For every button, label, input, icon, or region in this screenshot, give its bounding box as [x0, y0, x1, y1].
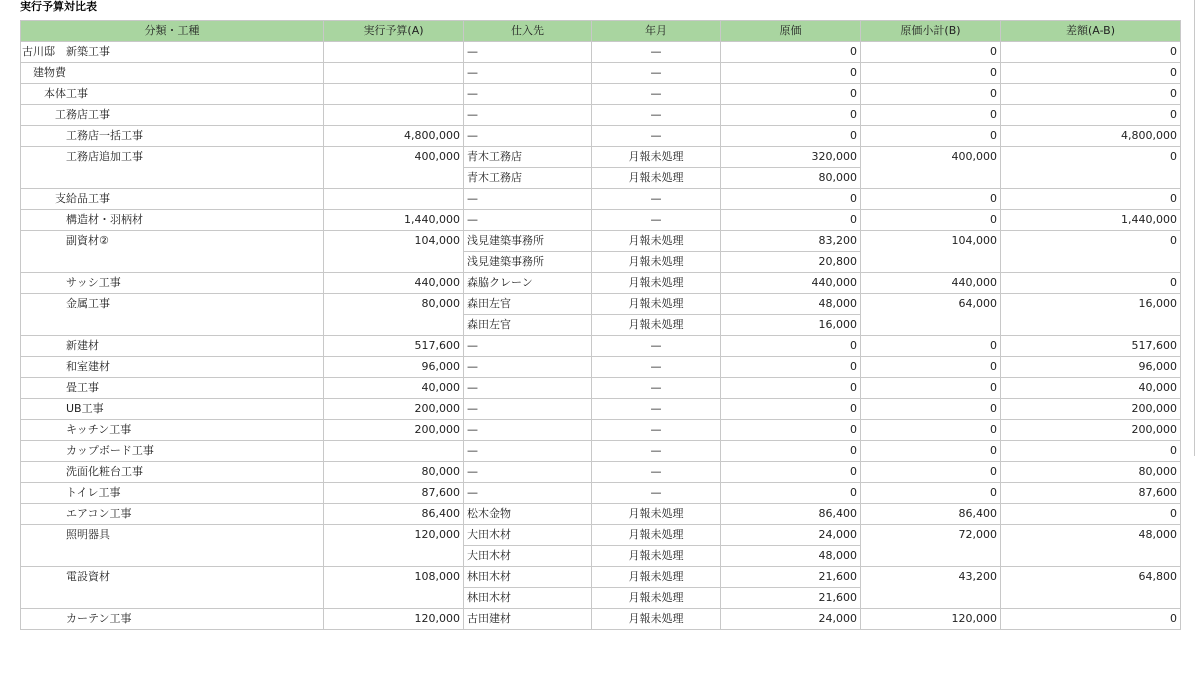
budget-cell: 517,600 — [324, 336, 464, 357]
table-row — [21, 126, 1181, 147]
category-cell: カップボード工事 — [21, 441, 324, 462]
cost-cell: 0 — [721, 42, 861, 63]
category-cell — [21, 546, 324, 567]
table-row — [21, 483, 1181, 504]
category-cell: サッシ工事 — [21, 273, 324, 294]
category-cell: 古川邸 新築工事 — [21, 42, 324, 63]
difference-cell: 200,000 — [1001, 399, 1181, 420]
difference-cell: 0 — [1001, 147, 1181, 168]
frame-border — [1194, 0, 1195, 456]
supplier-cell: — — [464, 378, 592, 399]
category-cell: 工務店追加工事 — [21, 147, 324, 168]
month-cell: — — [592, 399, 721, 420]
supplier-cell: 青木工務店 — [464, 147, 592, 168]
cost-subtotal-cell: 0 — [861, 189, 1001, 210]
table-row — [21, 462, 1181, 483]
supplier-cell: — — [464, 420, 592, 441]
table-row — [21, 84, 1181, 105]
budget-cell: 120,000 — [324, 525, 464, 546]
cost-subtotal-cell: 0 — [861, 126, 1001, 147]
difference-cell: 64,800 — [1001, 567, 1181, 588]
table-row — [21, 42, 1181, 63]
budget-cell — [324, 441, 464, 462]
supplier-cell: — — [464, 42, 592, 63]
category-cell: カーテン工事 — [21, 609, 324, 630]
table-row — [21, 210, 1181, 231]
difference-cell: 0 — [1001, 504, 1181, 525]
difference-cell — [1001, 546, 1181, 567]
category-cell: 構造材・羽柄材 — [21, 210, 324, 231]
budget-cell — [324, 63, 464, 84]
supplier-cell: 森田左官 — [464, 315, 592, 336]
budget-cell: 4,800,000 — [324, 126, 464, 147]
month-cell: — — [592, 189, 721, 210]
supplier-cell: — — [464, 84, 592, 105]
category-cell: 電設資材 — [21, 567, 324, 588]
category-cell: 本体工事 — [21, 84, 324, 105]
budget-cell — [324, 84, 464, 105]
table-row — [21, 231, 1181, 252]
cost-cell: 0 — [721, 420, 861, 441]
table-row — [21, 399, 1181, 420]
difference-cell: 200,000 — [1001, 420, 1181, 441]
budget-cell: 104,000 — [324, 231, 464, 252]
month-cell: 月報未処理 — [592, 168, 721, 189]
budget-cell — [324, 105, 464, 126]
table-row — [21, 441, 1181, 462]
category-cell: 工務店一括工事 — [21, 126, 324, 147]
supplier-cell: 林田木材 — [464, 588, 592, 609]
cost-subtotal-cell: 86,400 — [861, 504, 1001, 525]
difference-cell: 0 — [1001, 441, 1181, 462]
difference-cell: 517,600 — [1001, 336, 1181, 357]
category-cell: エアコン工事 — [21, 504, 324, 525]
month-cell: — — [592, 441, 721, 462]
cost-cell: 0 — [721, 336, 861, 357]
supplier-cell: 大田木材 — [464, 546, 592, 567]
month-cell: — — [592, 462, 721, 483]
month-cell: 月報未処理 — [592, 273, 721, 294]
cost-subtotal-cell: 104,000 — [861, 231, 1001, 252]
difference-cell: 0 — [1001, 609, 1181, 630]
category-cell: 照明器具 — [21, 525, 324, 546]
category-cell: 副資材② — [21, 231, 324, 252]
difference-cell: 0 — [1001, 273, 1181, 294]
cost-subtotal-cell: 64,000 — [861, 294, 1001, 315]
table-row — [21, 294, 1181, 315]
cost-subtotal-cell: 43,200 — [861, 567, 1001, 588]
cost-cell: 440,000 — [721, 273, 861, 294]
header-cost-subtotal: 原価小計(B) — [861, 21, 1001, 42]
cost-cell: 20,800 — [721, 252, 861, 273]
table-row-continuation — [21, 588, 1181, 609]
budget-cell: 86,400 — [324, 504, 464, 525]
cost-cell: 83,200 — [721, 231, 861, 252]
difference-cell — [1001, 168, 1181, 189]
cost-cell: 48,000 — [721, 546, 861, 567]
budget-cell: 87,600 — [324, 483, 464, 504]
difference-cell: 0 — [1001, 84, 1181, 105]
cost-cell: 0 — [721, 441, 861, 462]
table-header-row — [21, 21, 1181, 42]
supplier-cell: 青木工務店 — [464, 168, 592, 189]
budget-cell: 108,000 — [324, 567, 464, 588]
cost-cell: 21,600 — [721, 588, 861, 609]
budget-cell: 80,000 — [324, 294, 464, 315]
cost-cell: 21,600 — [721, 567, 861, 588]
category-cell: 洗面化粧台工事 — [21, 462, 324, 483]
month-cell: 月報未処理 — [592, 567, 721, 588]
month-cell: — — [592, 63, 721, 84]
budget-cell — [324, 189, 464, 210]
category-cell — [21, 315, 324, 336]
cost-subtotal-cell — [861, 168, 1001, 189]
budget-cell — [324, 252, 464, 273]
cost-subtotal-cell: 0 — [861, 378, 1001, 399]
difference-cell: 4,800,000 — [1001, 126, 1181, 147]
category-cell: UB工事 — [21, 399, 324, 420]
table-row-continuation — [21, 546, 1181, 567]
category-cell — [21, 588, 324, 609]
month-cell: 月報未処理 — [592, 609, 721, 630]
month-cell: 月報未処理 — [592, 588, 721, 609]
category-cell: 支給品工事 — [21, 189, 324, 210]
cost-subtotal-cell: 0 — [861, 399, 1001, 420]
cost-cell: 0 — [721, 210, 861, 231]
cost-cell: 0 — [721, 399, 861, 420]
difference-cell: 40,000 — [1001, 378, 1181, 399]
cost-cell: 0 — [721, 84, 861, 105]
supplier-cell: — — [464, 336, 592, 357]
cost-subtotal-cell — [861, 315, 1001, 336]
table-row-continuation — [21, 168, 1181, 189]
cost-subtotal-cell — [861, 546, 1001, 567]
difference-cell: 87,600 — [1001, 483, 1181, 504]
cost-cell: 0 — [721, 378, 861, 399]
table-row — [21, 189, 1181, 210]
category-cell: 新建材 — [21, 336, 324, 357]
category-cell — [21, 168, 324, 189]
budget-cell — [324, 546, 464, 567]
header-supplier: 仕入先 — [464, 21, 592, 42]
cost-subtotal-cell: 72,000 — [861, 525, 1001, 546]
cost-subtotal-cell: 0 — [861, 441, 1001, 462]
cost-subtotal-cell: 0 — [861, 483, 1001, 504]
supplier-cell: 大田木材 — [464, 525, 592, 546]
table-row — [21, 336, 1181, 357]
supplier-cell: — — [464, 210, 592, 231]
category-cell: トイレ工事 — [21, 483, 324, 504]
cost-subtotal-cell: 400,000 — [861, 147, 1001, 168]
category-cell: キッチン工事 — [21, 420, 324, 441]
cost-cell: 0 — [721, 357, 861, 378]
supplier-cell: 浅見建築事務所 — [464, 231, 592, 252]
supplier-cell: 浅見建築事務所 — [464, 252, 592, 273]
month-cell: — — [592, 84, 721, 105]
difference-cell — [1001, 252, 1181, 273]
month-cell: 月報未処理 — [592, 147, 721, 168]
difference-cell: 0 — [1001, 231, 1181, 252]
cost-cell: 24,000 — [721, 609, 861, 630]
cost-cell: 0 — [721, 189, 861, 210]
category-cell: 金属工事 — [21, 294, 324, 315]
table-row — [21, 420, 1181, 441]
budget-cell: 200,000 — [324, 399, 464, 420]
budget-cell — [324, 168, 464, 189]
cost-subtotal-cell — [861, 588, 1001, 609]
difference-cell: 16,000 — [1001, 294, 1181, 315]
month-cell: — — [592, 378, 721, 399]
budget-cell: 40,000 — [324, 378, 464, 399]
budget-comparison-table — [20, 20, 1181, 630]
table-body — [21, 42, 1181, 630]
table-row — [21, 63, 1181, 84]
budget-cell: 120,000 — [324, 609, 464, 630]
cost-cell: 0 — [721, 126, 861, 147]
month-cell: 月報未処理 — [592, 294, 721, 315]
cost-subtotal-cell: 0 — [861, 63, 1001, 84]
table-row — [21, 147, 1181, 168]
cost-subtotal-cell: 0 — [861, 84, 1001, 105]
cost-cell: 320,000 — [721, 147, 861, 168]
supplier-cell: — — [464, 483, 592, 504]
cost-cell: 0 — [721, 63, 861, 84]
month-cell: — — [592, 105, 721, 126]
supplier-cell: — — [464, 63, 592, 84]
difference-cell: 0 — [1001, 189, 1181, 210]
category-cell: 工務店工事 — [21, 105, 324, 126]
supplier-cell: 古田建材 — [464, 609, 592, 630]
budget-cell: 440,000 — [324, 273, 464, 294]
difference-cell — [1001, 315, 1181, 336]
budget-cell: 1,440,000 — [324, 210, 464, 231]
supplier-cell: — — [464, 399, 592, 420]
table-row — [21, 609, 1181, 630]
supplier-cell: — — [464, 126, 592, 147]
table-row — [21, 378, 1181, 399]
supplier-cell: 林田木材 — [464, 567, 592, 588]
supplier-cell: 森田左官 — [464, 294, 592, 315]
month-cell: 月報未処理 — [592, 231, 721, 252]
difference-cell: 1,440,000 — [1001, 210, 1181, 231]
table-row — [21, 273, 1181, 294]
category-cell: 畳工事 — [21, 378, 324, 399]
month-cell: — — [592, 483, 721, 504]
month-cell: — — [592, 357, 721, 378]
month-cell: — — [592, 42, 721, 63]
difference-cell — [1001, 588, 1181, 609]
budget-cell: 400,000 — [324, 147, 464, 168]
table-row — [21, 504, 1181, 525]
table-row — [21, 525, 1181, 546]
supplier-cell: 森脇クレーン — [464, 273, 592, 294]
cost-subtotal-cell: 440,000 — [861, 273, 1001, 294]
header-cost: 原価 — [721, 21, 861, 42]
cost-cell: 0 — [721, 105, 861, 126]
cost-cell: 0 — [721, 462, 861, 483]
difference-cell: 48,000 — [1001, 525, 1181, 546]
header-category: 分類・工種 — [21, 21, 324, 42]
budget-cell: 80,000 — [324, 462, 464, 483]
category-cell — [21, 252, 324, 273]
budget-cell: 96,000 — [324, 357, 464, 378]
table-row — [21, 357, 1181, 378]
cost-cell: 48,000 — [721, 294, 861, 315]
header-difference: 差額(A-B) — [1001, 21, 1181, 42]
month-cell: 月報未処理 — [592, 504, 721, 525]
table-row — [21, 105, 1181, 126]
cost-cell: 0 — [721, 483, 861, 504]
budget-cell — [324, 588, 464, 609]
supplier-cell: — — [464, 105, 592, 126]
table-row-continuation — [21, 315, 1181, 336]
cost-cell: 80,000 — [721, 168, 861, 189]
budget-cell — [324, 42, 464, 63]
cost-subtotal-cell: 0 — [861, 42, 1001, 63]
month-cell: 月報未処理 — [592, 546, 721, 567]
budget-cell — [324, 315, 464, 336]
supplier-cell: — — [464, 357, 592, 378]
month-cell: — — [592, 420, 721, 441]
cost-subtotal-cell: 0 — [861, 336, 1001, 357]
cost-subtotal-cell: 0 — [861, 357, 1001, 378]
month-cell: 月報未処理 — [592, 252, 721, 273]
cost-subtotal-cell: 0 — [861, 105, 1001, 126]
cost-cell: 16,000 — [721, 315, 861, 336]
month-cell: 月報未処理 — [592, 315, 721, 336]
difference-cell: 80,000 — [1001, 462, 1181, 483]
supplier-cell: — — [464, 462, 592, 483]
cost-cell: 86,400 — [721, 504, 861, 525]
page-title: 実行予算対比表 — [20, 0, 97, 13]
supplier-cell: — — [464, 441, 592, 462]
budget-cell: 200,000 — [324, 420, 464, 441]
category-cell: 和室建材 — [21, 357, 324, 378]
month-cell: — — [592, 336, 721, 357]
cost-subtotal-cell: 0 — [861, 420, 1001, 441]
difference-cell: 96,000 — [1001, 357, 1181, 378]
month-cell: 月報未処理 — [592, 525, 721, 546]
month-cell: — — [592, 210, 721, 231]
cost-subtotal-cell: 0 — [861, 462, 1001, 483]
difference-cell: 0 — [1001, 105, 1181, 126]
difference-cell: 0 — [1001, 42, 1181, 63]
cost-cell: 24,000 — [721, 525, 861, 546]
cost-subtotal-cell: 0 — [861, 210, 1001, 231]
cost-subtotal-cell: 120,000 — [861, 609, 1001, 630]
table-row — [21, 567, 1181, 588]
cost-subtotal-cell — [861, 252, 1001, 273]
header-month: 年月 — [592, 21, 721, 42]
supplier-cell: 松木金物 — [464, 504, 592, 525]
supplier-cell: — — [464, 189, 592, 210]
category-cell: 建物費 — [21, 63, 324, 84]
table-row-continuation — [21, 252, 1181, 273]
difference-cell: 0 — [1001, 63, 1181, 84]
month-cell: — — [592, 126, 721, 147]
header-budget: 実行予算(A) — [324, 21, 464, 42]
